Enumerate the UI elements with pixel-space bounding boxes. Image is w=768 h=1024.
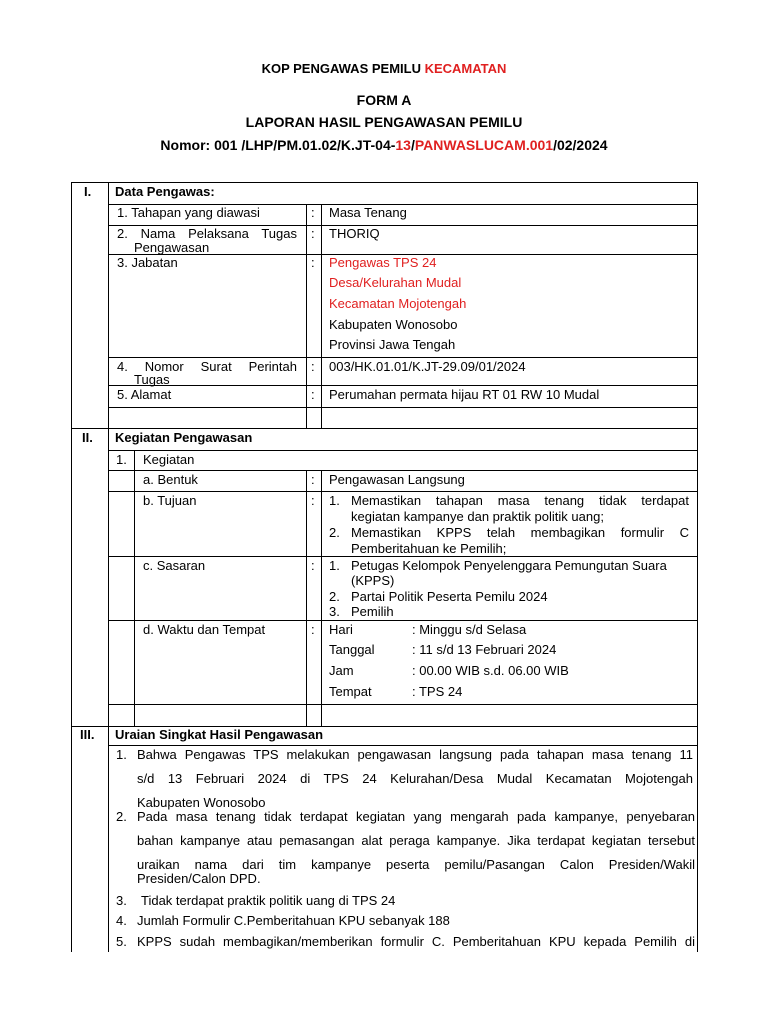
kop-heading	[0, 61, 768, 76]
colon: :	[311, 558, 315, 573]
colon: :	[311, 255, 315, 270]
nama-label-line2: Pengawasan	[134, 240, 210, 255]
alamat-value: Perumahan permata hijau RT 01 RW 10 Mudal	[329, 387, 600, 402]
tujuan-1-number: 1.	[329, 493, 340, 508]
report-number	[0, 137, 768, 153]
tujuan-label: b. Tujuan	[143, 493, 197, 508]
waktu-tempat-label: d. Waktu dan Tempat	[143, 622, 266, 637]
jabatan-value-2: Desa/Kelurahan Mudal	[329, 275, 462, 290]
form-title: FORM A	[356, 92, 412, 108]
tanggal-value: : 11 s/d 13 Februari 2024	[412, 642, 557, 657]
tempat-value: : TPS 24	[412, 684, 463, 699]
uraian-1-number: 1.	[116, 747, 127, 762]
kegiatan-number: 1.	[116, 452, 127, 467]
tujuan-2-number: 2.	[329, 525, 340, 540]
jabatan-value-5: Provinsi Jawa Tengah	[329, 337, 456, 352]
tujuan-1-line2: kegiatan kampanye dan praktik politik uang;	[351, 509, 604, 524]
sasaran-3-number: 3.	[329, 604, 340, 619]
nomor-sep: /	[410, 137, 415, 153]
kop-prefix: KOP PENGAWAS PEMILU	[261, 61, 425, 76]
sasaran-3-line1: Pemilih	[351, 604, 394, 619]
uraian-2-number: 2.	[116, 809, 127, 824]
nomor-red-1: 13	[395, 137, 411, 153]
jabatan-label: 3. Jabatan	[117, 255, 178, 270]
hari-label: Hari	[329, 622, 353, 637]
colon: :	[311, 359, 315, 374]
tujuan-1-line1: Memastikan tahapan masa tenang tidak terdapat	[351, 493, 689, 508]
tujuan-2-line2: Pemberitahuan ke Pemilih;	[351, 541, 507, 556]
jam-label: Jam	[329, 663, 354, 678]
tahapan-value: Masa Tenang	[329, 205, 407, 220]
uraian-5-line1: KPPS sudah membagikan/memberikan formulir C. Pemberitahuan KPU kepada Pemilih di	[137, 934, 695, 949]
section-3-number: III.	[80, 727, 95, 742]
section-1-title: Data Pengawas:	[115, 184, 215, 199]
uraian-3-line1: Tidak terdapat praktik politik uang di TPS 24	[141, 893, 396, 908]
nomor-prefix: Nomor: 001 /LHP/PM.01.02/K.JT-04-	[160, 137, 396, 153]
colon: :	[311, 387, 315, 402]
uraian-4-line1: Jumlah Formulir C.Pemberitahuan KPU sebanyak 188	[137, 913, 450, 928]
tujuan-2-line1: Memastikan KPPS telah membagikan formulir C	[351, 525, 689, 540]
uraian-2-line1: Pada masa tenang tidak terdapat kegiatan yang mengarah pada kampanye, penyebaran	[137, 809, 695, 824]
alamat-label: 5. Alamat	[117, 387, 172, 402]
nomor-surat-value: 003/HK.01.01/K.JT-29.09/01/2024	[329, 359, 526, 374]
uraian-4-number: 4.	[116, 913, 127, 928]
colon: :	[311, 622, 315, 637]
uraian-3-number: 3.	[116, 893, 127, 908]
sasaran-1-number: 1.	[329, 558, 340, 573]
nomor-red-2: PANWASLUCAM.001	[414, 137, 554, 153]
uraian-1-line2: s/d 13 Februari 2024 di TPS 24 Kelurahan/Desa Mudal Kecamatan Mojotengah	[137, 771, 693, 786]
sasaran-1-line1: Petugas Kelompok Penyelenggara Pemungutan Suara	[351, 558, 667, 573]
section-2-number: II.	[82, 430, 93, 445]
section-2-title: Kegiatan Pengawasan	[115, 430, 253, 445]
nama-value: THORIQ	[329, 226, 380, 241]
uraian-2-line2: bahan kampanye atau pemasangan alat peraga kampanye. Jika terdapat kegiatan tersebut	[137, 833, 695, 848]
colon: :	[311, 205, 315, 220]
kop-kecamatan: KECAMATAN	[424, 61, 507, 76]
sasaran-2-line1: Partai Politik Peserta Pemilu 2024	[351, 589, 548, 604]
jabatan-value-1: Pengawas TPS 24	[329, 255, 437, 270]
sasaran-2-number: 2.	[329, 589, 340, 604]
hari-value: : Minggu s/d Selasa	[412, 622, 527, 637]
jabatan-value-3: Kecamatan Mojotengah	[329, 296, 467, 311]
uraian-2-line4: Presiden/Calon DPD.	[137, 871, 261, 886]
uraian-1-line1: Bahwa Pengawas TPS melakukan pengawasan langsung pada tahapan masa tenang 11	[137, 747, 693, 762]
uraian-2-line3: uraikan nama dari tim kampanye peserta pemilu/Pasangan Calon Presiden/Wakil	[137, 857, 695, 872]
colon: :	[311, 493, 315, 508]
colon: :	[311, 472, 315, 487]
kegiatan-title: Kegiatan	[143, 452, 195, 467]
tanggal-label: Tanggal	[329, 642, 375, 657]
nomor-surat-label-line1: 4. Nomor Surat Perintah	[117, 359, 297, 374]
jabatan-value-4: Kabupaten Wonosobo	[329, 317, 458, 332]
sasaran-label: c. Sasaran	[143, 558, 206, 573]
uraian-5-number: 5.	[116, 934, 127, 949]
colon: :	[311, 226, 315, 241]
uraian-1-line3: Kabupaten Wonosobo	[137, 795, 266, 810]
sasaran-1-line2: (KPPS)	[351, 573, 395, 588]
bentuk-value: Pengawasan Langsung	[329, 472, 465, 487]
tahapan-label: 1. Tahapan yang diawasi	[117, 205, 260, 220]
section-1-number: I.	[84, 184, 92, 199]
bentuk-label: a. Bentuk	[143, 472, 198, 487]
tempat-label: Tempat	[329, 684, 372, 699]
nomor-surat-label-line2: Tugas	[134, 372, 170, 387]
nama-label-line1: 2. Nama Pelaksana Tugas	[117, 226, 297, 241]
nomor-suffix: /02/2024	[553, 137, 608, 153]
jam-value: : 00.00 WIB s.d. 06.00 WIB	[412, 663, 569, 678]
report-title: LAPORAN HASIL PENGAWASAN PEMILU	[245, 114, 523, 130]
section-3-title: Uraian Singkat Hasil Pengawasan	[115, 727, 324, 742]
